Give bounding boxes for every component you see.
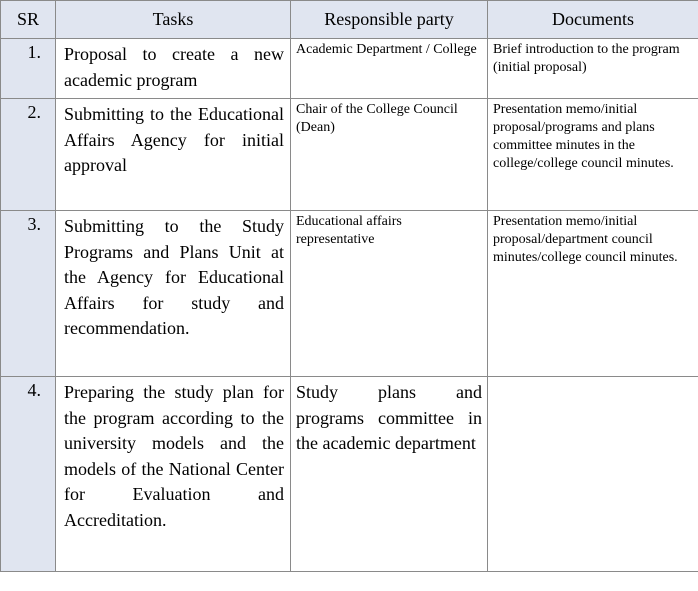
- responsible-party-cell: Educational affairs representative: [291, 211, 488, 377]
- header-row: [1, 1, 698, 39]
- task-cell: Submitting to the Educational Affairs Agency for initial approval: [56, 99, 291, 211]
- header-documents: Documents: [488, 1, 698, 39]
- table-row: [1, 377, 698, 572]
- table-row: [1, 99, 698, 211]
- task-cell: Proposal to create a new academic program: [56, 39, 291, 99]
- row-number: 2.: [1, 99, 56, 211]
- header-responsible-party: Responsible party: [291, 1, 488, 39]
- header-tasks: Tasks: [56, 1, 291, 39]
- row-number: 3.: [1, 211, 56, 377]
- documents-cell: Presentation memo/initial proposal/programs and plans committee minutes in the college/college council minutes.: [488, 99, 698, 211]
- task-cell: Preparing the study plan for the program according to the university models and the models of the National Center for Evaluation and Accreditation.: [56, 377, 291, 572]
- header-sr: SR: [1, 1, 56, 39]
- documents-cell: Brief introduction to the program (initial proposal): [488, 39, 698, 99]
- task-cell: Submitting to the Study Programs and Plans Unit at the Agency for Educational Affairs for study and recommendation.: [56, 211, 291, 377]
- responsible-party-cell: Academic Department / College: [291, 39, 488, 99]
- responsible-party-cell: Chair of the College Council (Dean): [291, 99, 488, 211]
- table-row: [1, 39, 698, 99]
- row-number: 1.: [1, 39, 56, 99]
- documents-cell: [488, 377, 698, 572]
- documents-cell: Presentation memo/initial proposal/department council minutes/college council minutes.: [488, 211, 698, 377]
- responsible-party-cell: Study plans and programs committee in the academic department: [291, 377, 488, 572]
- table-row: [1, 211, 698, 377]
- row-number: 4.: [1, 377, 56, 572]
